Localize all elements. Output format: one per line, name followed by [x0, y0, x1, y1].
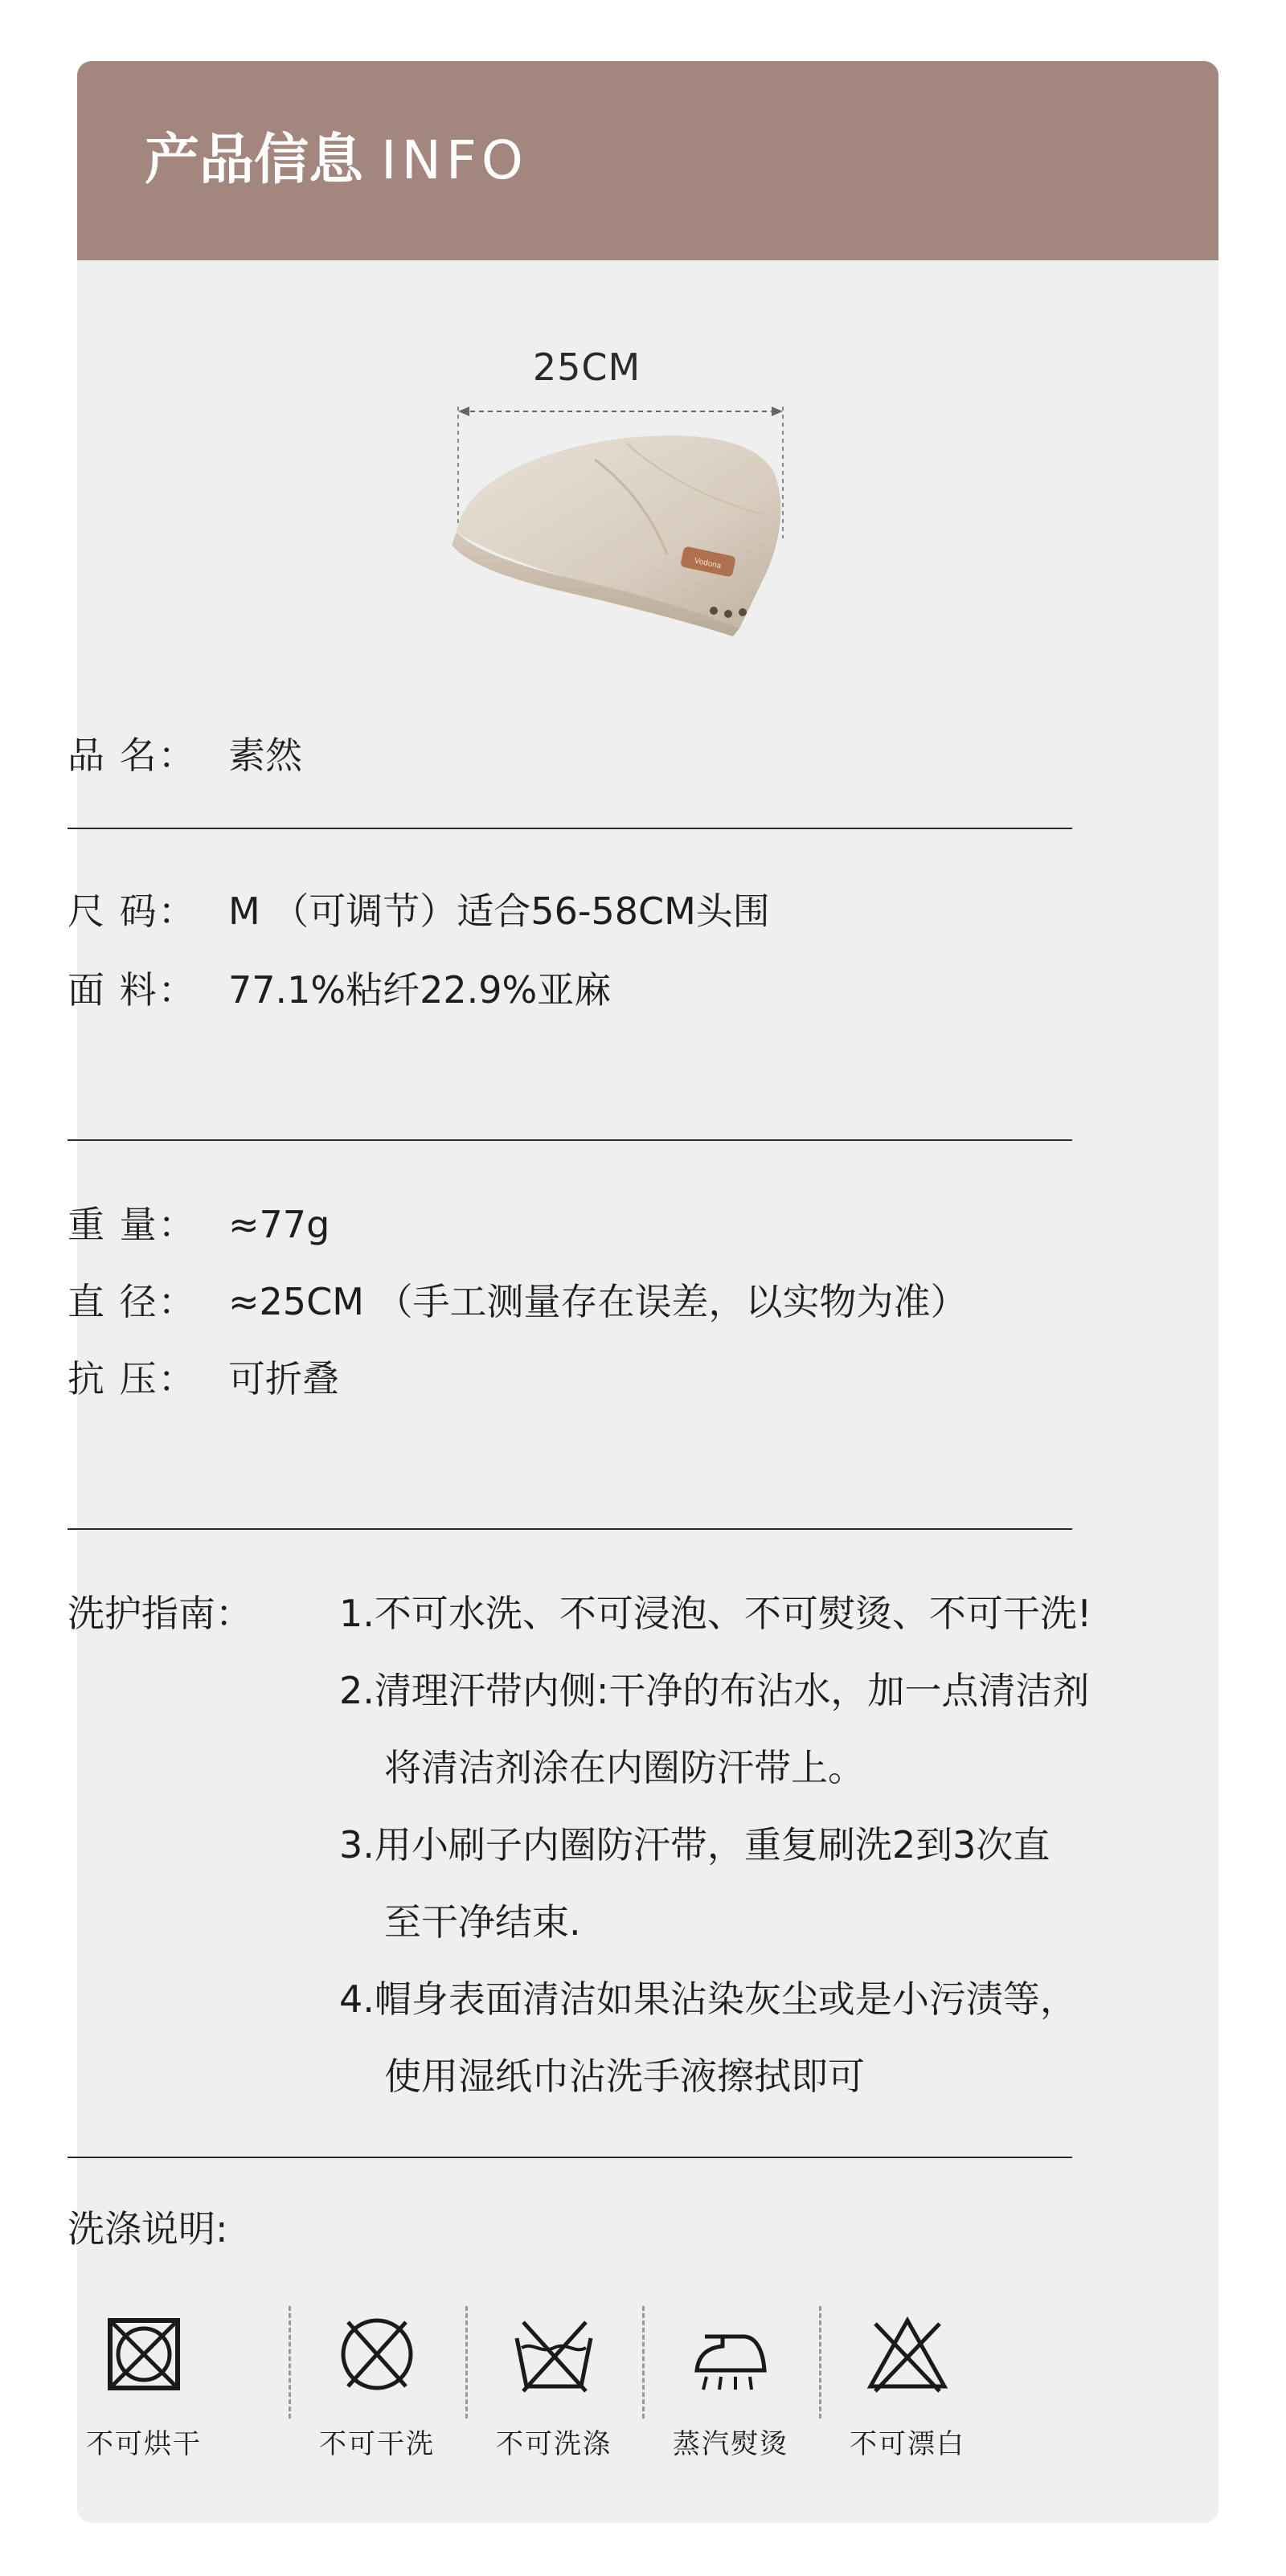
info-key: 尺 码：	[68, 889, 197, 933]
dashed-separator	[819, 2306, 821, 2419]
info-value: ≈25CM （手工测量存在误差，以实物为准）	[228, 1280, 968, 1323]
header-title	[145, 127, 528, 194]
dashed-separator	[465, 2306, 468, 2419]
divider	[68, 1528, 1072, 1530]
wash-instructions-title: 洗涤说明:	[68, 2207, 228, 2251]
info-key: 抗 压：	[68, 1357, 197, 1400]
info-value: 可折叠	[228, 1357, 339, 1400]
care-guide-label: 洗护指南：	[68, 1592, 252, 1635]
care-line: 4.帽身表面清洁如果沾染灰尘或是小污渍等，	[339, 1977, 1077, 2021]
info-value: M （可调节）适合56-58CM头围	[228, 889, 770, 933]
brand-tag: Vodona	[693, 556, 723, 571]
info-value: 素然	[228, 734, 302, 777]
no-tumble-dry-icon	[96, 2306, 192, 2402]
dimension-label: 25CM	[532, 346, 641, 389]
care-line: 将清洁剂涂在内圈防汗带上。	[384, 1746, 865, 1789]
wash-item-steam-iron	[654, 2306, 807, 2467]
wash-item-no-tumble-dry	[68, 2306, 220, 2467]
wash-item-no-dry-clean	[301, 2306, 453, 2467]
info-key: 品 名：	[68, 734, 197, 777]
info-row-pressure	[68, 1355, 339, 1403]
info-key: 面 料：	[68, 968, 197, 1012]
header-title-text: 产品信息	[145, 129, 364, 192]
wash-item-label: 蒸汽熨烫	[673, 2428, 788, 2460]
divider	[68, 828, 1072, 829]
product-image	[362, 273, 812, 659]
care-line: 使用湿纸巾沾洗手液擦拭即可	[384, 2055, 865, 2098]
no-wash-icon	[506, 2306, 602, 2402]
dashed-separator	[642, 2306, 645, 2419]
wash-item-label: 不可漂白	[850, 2428, 965, 2460]
header-subtitle: INFO	[381, 129, 528, 191]
info-row-name	[68, 731, 302, 779]
care-line: 1.不可水洗、不可浸泡、不可熨烫、不可干洗!	[339, 1592, 1092, 1635]
info-key: 直 径：	[68, 1280, 197, 1323]
wash-item-no-wash	[477, 2306, 630, 2467]
dashed-separator	[289, 2306, 291, 2419]
wash-item-no-bleach	[831, 2306, 984, 2467]
wash-icons-row	[68, 2306, 992, 2467]
info-row-size	[68, 887, 770, 935]
divider	[68, 1139, 1072, 1141]
info-row-weight	[68, 1200, 330, 1249]
steam-iron-icon	[682, 2306, 779, 2402]
no-dry-clean-icon	[329, 2306, 425, 2402]
info-key: 重 量：	[68, 1203, 197, 1246]
wash-item-label: 不可烘干	[86, 2428, 202, 2460]
care-line: 3.用小刷子内圈防汗带，重复刷洗2到3次直	[339, 1823, 1051, 1867]
info-row-diameter	[68, 1278, 968, 1326]
info-value: 77.1%粘纤22.9%亚麻	[228, 968, 612, 1012]
info-value: ≈77g	[228, 1203, 330, 1246]
no-bleach-icon	[859, 2306, 956, 2402]
wash-item-label: 不可干洗	[319, 2428, 435, 2460]
card-header	[77, 61, 1218, 260]
divider	[68, 2157, 1072, 2158]
wash-item-label: 不可洗涤	[496, 2428, 612, 2460]
care-line: 至干净结束.	[384, 1900, 581, 1944]
info-row-material	[68, 966, 611, 1014]
care-line: 2.清理汗带内侧:干净的布沾水，加一点清洁剂	[339, 1669, 1090, 1712]
beret-illustration	[362, 273, 812, 659]
